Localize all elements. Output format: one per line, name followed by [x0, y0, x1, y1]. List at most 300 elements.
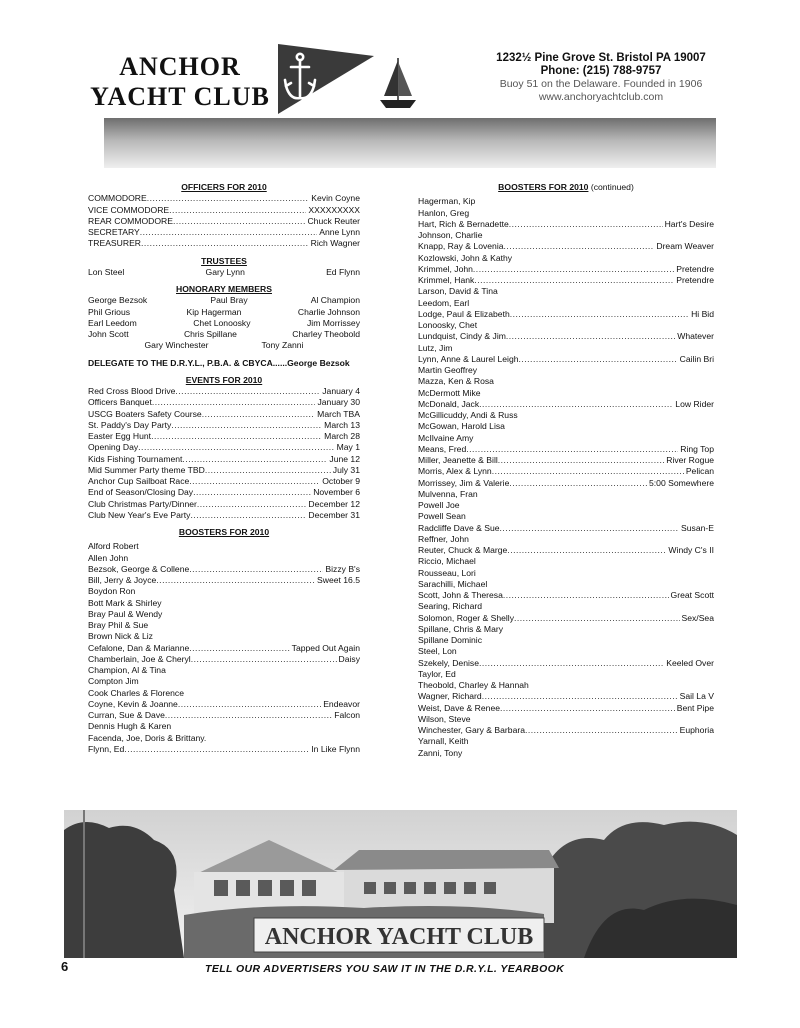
booster-row-name: Mulvenna, Fran	[418, 488, 478, 499]
boosters-list-right	[418, 196, 714, 759]
booster-row	[88, 699, 360, 710]
booster-row	[418, 545, 714, 556]
booster-row-value: Bizzy B's	[325, 563, 360, 574]
booster-row-name: McIlvaine Amy	[418, 432, 474, 443]
trustee-name: Gary Lynn	[205, 266, 245, 277]
booster-row-value: Pretendre	[676, 263, 714, 274]
booster-row-name: Bill, Jerry & Joyce	[88, 575, 157, 585]
booster-row-value: Sail La V	[679, 691, 714, 702]
event-row-value: October 9	[322, 476, 360, 486]
booster-row	[418, 230, 714, 241]
booster-row	[418, 388, 714, 399]
honorary-member-name: Phil Grious	[88, 306, 131, 317]
booster-row-value: Bent Pipe	[676, 702, 714, 713]
booster-row-name: Lonoosky, Chet	[418, 320, 478, 330]
booster-row	[88, 744, 360, 755]
dot-leader	[193, 487, 311, 498]
right-column	[418, 182, 714, 759]
booster-row-name: Lynn, Anne & Laurel Leigh	[418, 353, 519, 364]
honorary-row	[88, 329, 360, 340]
officer-row-value: Rich Wagner	[310, 238, 360, 249]
honorary-member-name: Chris Spillane	[183, 329, 237, 339]
booster-row	[418, 376, 714, 387]
booster-row	[88, 665, 360, 676]
honorary-member-name: Earl Leedom	[88, 317, 137, 328]
honorary-member-name: Paul Bray	[210, 295, 248, 306]
booster-row-name: Facenda, Joe, Doris & Brittany.	[88, 732, 207, 743]
trustee-name: Lon Steel	[88, 266, 125, 277]
dot-leader	[189, 643, 289, 654]
booster-row	[418, 489, 714, 500]
booster-row-value: Endeavor	[323, 698, 360, 709]
dot-leader	[165, 710, 332, 721]
booster-row-name: Morrissey, Jim & Valerie	[418, 477, 510, 488]
booster-row-name: Hanlon, Greg	[418, 207, 470, 218]
dot-leader	[124, 744, 309, 755]
honorary-row	[88, 318, 360, 329]
honorary-member-name: Charley Theobold	[292, 329, 360, 339]
event-row-value: December 31	[308, 509, 360, 520]
booster-row-name: Riccio, Michael	[418, 556, 476, 567]
honorary-member-name: Chet Lonoosky	[193, 317, 251, 328]
booster-row	[418, 556, 714, 567]
booster-row-name: McGowan, Harold Lisa	[418, 421, 505, 432]
booster-row-name: Bott Mark & Shirley	[88, 597, 162, 608]
booster-row	[88, 643, 360, 654]
dot-leader	[191, 654, 337, 665]
boosters-continued-title: BOOSTERS FOR 2010	[498, 182, 589, 192]
booster-row-name: Means, Fred	[418, 443, 467, 454]
booster-row-name: Powell Joe	[418, 500, 460, 510]
left-column	[88, 182, 360, 755]
booster-row	[418, 590, 714, 601]
dot-leader	[152, 397, 316, 408]
booster-row-name: Bray Phil & Sue	[88, 620, 149, 630]
event-row	[88, 442, 360, 453]
event-row	[88, 454, 360, 465]
dot-leader	[205, 465, 331, 476]
booster-row	[418, 624, 714, 635]
booster-row-value: Sweet 16.5	[317, 575, 360, 585]
dot-leader	[141, 238, 309, 249]
booster-row-value: Euphoria	[679, 725, 714, 735]
booster-row-name: McDermott Mike	[418, 387, 481, 398]
event-row	[88, 510, 360, 521]
honorary-member-name: George Bezsok	[88, 295, 148, 306]
booster-row	[88, 586, 360, 597]
booster-row	[88, 541, 360, 552]
booster-row-value: Hart's Desire	[664, 218, 714, 229]
clubhouse-photo	[64, 810, 737, 958]
booster-row	[418, 691, 714, 702]
booster-row-name: Krimmel, John	[418, 263, 473, 274]
event-row-value: July 31	[332, 464, 360, 475]
officer-row-name: VICE COMMODORE	[88, 204, 170, 215]
dot-leader	[503, 590, 669, 601]
booster-row-name: Solomon, Roger & Shelly	[418, 612, 515, 623]
officers-list	[88, 193, 360, 249]
booster-row-value: River Rogue	[666, 455, 714, 465]
booster-row-name: Krimmel, Hank	[418, 275, 475, 285]
dot-leader	[173, 216, 305, 227]
booster-row-value: Susan-E	[681, 522, 714, 533]
booster-row-value: Pretendre	[676, 275, 714, 285]
sailboat-icon	[378, 56, 418, 112]
event-row-name: Opening Day	[88, 442, 139, 453]
dot-leader	[510, 309, 689, 320]
event-row-name: Officers Banquet	[88, 397, 152, 408]
events-title: EVENTS FOR 2010	[185, 374, 263, 385]
booster-row-name: Steel, Lon	[418, 646, 457, 657]
trustees-title: TRUSTEES	[201, 255, 247, 266]
booster-row	[418, 208, 714, 219]
officer-row-value: Kevin Coyne	[311, 193, 360, 204]
club-logo-text	[80, 52, 280, 112]
officer-row-value: Chuck Reuter	[307, 215, 360, 226]
event-row	[88, 409, 360, 420]
booster-row	[88, 676, 360, 687]
booster-row	[88, 733, 360, 744]
officers-title: OFFICERS FOR 2010	[181, 182, 267, 192]
booster-row-name: Boydon Ron	[88, 586, 136, 597]
dot-leader	[190, 510, 306, 521]
dot-leader	[482, 691, 678, 702]
booster-row-name: Wagner, Richard	[418, 691, 482, 702]
officer-row	[88, 193, 360, 204]
dot-leader	[509, 478, 647, 489]
booster-row	[418, 286, 714, 297]
event-row	[88, 499, 360, 510]
booster-row	[418, 635, 714, 646]
booster-row	[418, 534, 714, 545]
events-list	[88, 386, 360, 521]
booster-row-name: Lundquist, Cindy & Jim	[418, 331, 506, 342]
booster-row	[418, 500, 714, 511]
booster-row-value: Falcon	[334, 710, 360, 720]
trustees-row	[88, 267, 360, 278]
booster-row-name: McGillicuddy, Andi & Russ	[418, 410, 518, 420]
club-address-block	[478, 52, 724, 104]
booster-row	[88, 553, 360, 564]
trustee-name: Ed Flynn	[326, 266, 360, 277]
dot-leader	[178, 699, 321, 710]
booster-row-value: Whatever	[677, 331, 714, 342]
booster-row-name: Alford Robert	[88, 541, 139, 552]
booster-row-name: Leedom, Earl	[418, 297, 470, 308]
booster-row	[418, 703, 714, 714]
dot-leader	[500, 523, 680, 534]
dot-leader	[509, 219, 663, 230]
page-number: 6	[61, 959, 69, 974]
booster-row-value: Windy C's II	[668, 545, 714, 555]
booster-row-name: Hart, Rich & Bernadette	[418, 218, 509, 229]
booster-row-value: Tapped Out Again	[291, 642, 360, 653]
logo-line-yacht-club: YACHT CLUB	[90, 82, 270, 111]
officer-row-name: TREASURER	[88, 238, 142, 249]
event-row-value: March 28	[324, 431, 360, 441]
officer-row-name: SECRETARY	[88, 227, 140, 237]
dot-leader	[171, 420, 322, 431]
booster-row-name: Powell Sean	[418, 511, 466, 522]
photo-sign-text: ANCHOR YACHT CLUB	[264, 924, 534, 950]
booster-row-name: Wilson, Steve	[418, 713, 471, 724]
honorary-last-row	[88, 340, 360, 351]
booster-row-name: Cefalone, Dan & Marianne	[88, 642, 190, 653]
officer-row	[88, 216, 360, 227]
booster-row-value: Great Scott	[670, 590, 714, 600]
honorary-member-name: Al Champion	[310, 295, 360, 306]
booster-row-name: Miller, Jeanette & Bill	[418, 455, 498, 465]
dot-leader	[519, 354, 678, 365]
event-row-value: December 12	[308, 498, 360, 509]
event-row	[88, 476, 360, 487]
dot-leader	[189, 476, 320, 487]
booster-row	[88, 609, 360, 620]
booster-row	[88, 654, 360, 665]
booster-row-name: Theobold, Charley & Hannah	[418, 680, 529, 690]
booster-row	[418, 725, 714, 736]
booster-row	[418, 669, 714, 680]
booster-row	[418, 466, 714, 477]
honorary-row	[88, 295, 360, 306]
dot-leader	[202, 409, 315, 420]
booster-row	[418, 455, 714, 466]
officer-row-name: COMMODORE	[88, 193, 147, 204]
booster-row-value: Dream Weaver	[656, 241, 714, 252]
honorary-members-title: HONORARY MEMBERS	[176, 284, 272, 294]
booster-row-name: Szekely, Denise	[418, 657, 479, 668]
booster-row	[418, 410, 714, 421]
event-row-name: St. Paddy's Day Party	[88, 419, 172, 430]
dot-leader	[151, 431, 322, 442]
booster-row-name: Flynn, Ed	[88, 743, 125, 754]
footer-advertiser-note: TELL OUR ADVERTISERS YOU SAW IT IN THE D.R.Y.L. YEARBOOK	[205, 963, 565, 975]
booster-row	[88, 688, 360, 699]
booster-row-name: Mazza, Ken & Rosa	[418, 376, 494, 387]
honorary-members-list	[88, 295, 360, 340]
event-row-value: May 1	[336, 442, 360, 453]
booster-row	[418, 219, 714, 230]
booster-row	[418, 568, 714, 579]
event-row-name: Easter Egg Hunt	[88, 431, 152, 441]
dot-leader	[197, 499, 307, 510]
dot-leader	[138, 442, 334, 453]
honorary-member-name: Gary Winchester	[144, 340, 209, 351]
logo-line-anchor: ANCHOR	[119, 52, 241, 81]
booster-row	[418, 579, 714, 590]
booster-row	[88, 598, 360, 609]
event-row-name: Anchor Cup Sailboat Race	[88, 476, 190, 486]
booster-row-name: Allen John	[88, 552, 129, 563]
event-row-name: USCG Boaters Safety Course	[88, 408, 202, 419]
honorary-member-name: Kip Hagerman	[186, 306, 242, 317]
booster-row	[418, 511, 714, 522]
booster-row-name: Curran, Sue & Dave	[88, 710, 165, 720]
dot-leader	[479, 658, 664, 669]
booster-row-name: Knapp, Ray & Lovenia	[418, 241, 504, 252]
officer-row	[88, 205, 360, 216]
booster-row-name: Taylor, Ed	[418, 668, 456, 679]
officer-row-value: Anne Lynn	[319, 227, 360, 237]
event-row	[88, 431, 360, 442]
booster-row-name: Morris, Alex & Lynn	[418, 466, 492, 477]
event-row-name: Club Christmas Party/Dinner	[88, 498, 197, 509]
booster-row-name: Radcliffe Dave & Sue	[418, 522, 500, 533]
event-row-value: January 30	[317, 397, 360, 408]
booster-row	[418, 523, 714, 534]
dot-leader	[498, 455, 664, 466]
booster-row-name: Chamberlain, Joe & Cheryl	[88, 653, 191, 664]
booster-row-name: Yarnall, Keith	[418, 736, 469, 747]
booster-row-name: Sarachilli, Michael	[418, 578, 488, 589]
booster-row-value: Cailin Bri	[679, 353, 714, 364]
event-row-name: Mid Summer Party theme TBD	[88, 464, 205, 475]
booster-row-name: Johnson, Charlie	[418, 230, 483, 240]
booster-row	[418, 748, 714, 759]
booster-row-name: Scott, John & Theresa	[418, 590, 503, 600]
dot-leader	[175, 386, 320, 397]
event-row	[88, 420, 360, 431]
booster-row-value: Hi Bid	[691, 308, 714, 319]
booster-row-name: Rousseau, Lori	[418, 567, 476, 578]
event-row	[88, 487, 360, 498]
booster-row-value: Sex/Sea	[681, 612, 714, 623]
club-website: www.anchoryachtclub.com	[538, 91, 664, 103]
booster-row-value: Keeled Over	[666, 657, 714, 668]
booster-row-name: Coyne, Kevin & Joanne	[88, 698, 178, 709]
street-address: 1232½ Pine Grove St. Bristol PA 19007	[496, 52, 706, 64]
booster-row-name: Champion, Al & Tina	[88, 665, 166, 675]
booster-row	[418, 298, 714, 309]
event-row-name: Red Cross Blood Drive	[88, 386, 176, 396]
booster-row-value: Low Rider	[675, 398, 714, 409]
dot-leader	[189, 564, 323, 575]
event-row-value: March TBA	[317, 408, 360, 419]
dot-leader	[140, 227, 317, 238]
club-tagline: Buoy 51 on the Delaware. Founded in 1906	[499, 78, 703, 90]
dot-leader	[525, 725, 678, 736]
booster-row	[418, 365, 714, 376]
booster-row-name: Larson, David & Tina	[418, 286, 498, 297]
dot-leader	[507, 545, 666, 556]
booster-row	[88, 564, 360, 575]
booster-row-value: Daisy	[338, 653, 360, 664]
dot-leader	[479, 399, 673, 410]
event-row-name: Club New Year's Eve Party	[88, 509, 191, 520]
booster-row-value: Ring Top	[680, 443, 714, 454]
booster-row-name: Brown Nick & Liz	[88, 631, 153, 642]
booster-row	[418, 613, 714, 624]
event-row	[88, 397, 360, 408]
dot-leader	[474, 275, 674, 286]
event-row-value: January 4	[322, 386, 360, 396]
booster-row-name: Bezsok, George & Collene	[88, 563, 190, 574]
honorary-member-name: Charlie Johnson	[297, 306, 360, 317]
booster-row-name: Martin Geoffrey	[418, 365, 478, 375]
booster-row-name: Spillane Dominic	[418, 635, 483, 645]
phone-number: Phone: (215) 788-9757	[540, 65, 662, 77]
booster-row-name: Spillane, Chris & Mary	[418, 623, 504, 634]
booster-row-name: Kozlowski, John & Kathy	[418, 252, 513, 263]
boosters-list-left	[88, 541, 360, 755]
dot-leader	[169, 205, 306, 216]
booster-row-name: Lutz, Jim	[418, 342, 453, 353]
booster-row	[418, 601, 714, 612]
booster-row	[418, 253, 714, 264]
dot-leader	[514, 613, 679, 624]
booster-row-name: Reffner, John	[418, 533, 469, 544]
delegate-line: DELEGATE TO THE D.R.Y.L., P.B.A. & CBYCA......George Bezsok	[88, 357, 350, 368]
booster-row	[418, 343, 714, 354]
officer-row	[88, 238, 360, 249]
booster-row	[88, 575, 360, 586]
booster-row-name: Weist, Dave & Renee	[418, 702, 500, 713]
dot-leader	[506, 331, 675, 342]
officer-row-name: REAR COMMODORE	[88, 215, 173, 226]
dot-leader	[182, 454, 327, 465]
booster-row	[88, 710, 360, 721]
booster-row	[418, 264, 714, 275]
event-row	[88, 465, 360, 476]
dot-leader	[492, 466, 684, 477]
officer-row	[88, 227, 360, 238]
booster-row-name: Hagerman, Kip	[418, 196, 476, 207]
booster-row	[418, 421, 714, 432]
header-gradient-band	[104, 118, 716, 168]
anchor-pennant-icon	[276, 42, 376, 116]
booster-row	[88, 620, 360, 631]
dot-leader	[156, 575, 315, 586]
booster-row-name: Compton Jim	[88, 676, 139, 687]
booster-row	[418, 320, 714, 331]
booster-row-value: Pelican	[685, 466, 714, 477]
event-row-value: March 13	[324, 419, 360, 430]
booster-row	[418, 478, 714, 489]
boosters-continued-suffix: (continued)	[590, 182, 634, 192]
booster-row-name: Dennis Hugh & Karen	[88, 721, 172, 732]
booster-row	[418, 444, 714, 455]
booster-row-name: Winchester, Gary & Barbara	[418, 725, 525, 735]
booster-row-name: Zanni, Tony	[418, 747, 463, 758]
booster-row-name: McDonald, Jack	[418, 398, 480, 409]
booster-row	[418, 433, 714, 444]
event-row-value: June 12	[329, 453, 360, 464]
boosters-continued-heading	[418, 182, 714, 193]
booster-row	[88, 631, 360, 642]
booster-row-name: Searing, Richard	[418, 601, 483, 612]
booster-row	[418, 658, 714, 669]
booster-row-name: Cook Charles & Florence	[88, 687, 185, 698]
booster-row-name: Bray Paul & Wendy	[88, 608, 163, 619]
dot-leader	[504, 241, 655, 252]
honorary-row	[88, 307, 360, 318]
booster-row	[418, 331, 714, 342]
booster-row	[418, 714, 714, 725]
booster-row-name: Lodge, Paul & Elizabeth	[418, 308, 510, 319]
event-row	[88, 386, 360, 397]
booster-row	[418, 275, 714, 286]
booster-row-name: Reuter, Chuck & Marge	[418, 545, 508, 555]
dot-leader	[147, 193, 310, 204]
booster-row-value: In Like Flynn	[311, 743, 360, 754]
booster-row	[418, 196, 714, 207]
boosters-title: BOOSTERS FOR 2010	[178, 527, 270, 537]
booster-row	[88, 721, 360, 732]
event-row-name: End of Season/Closing Day	[88, 487, 194, 498]
event-row-name: Kids Fishing Tournament	[88, 453, 183, 464]
dot-leader	[473, 264, 674, 275]
booster-row	[418, 680, 714, 691]
